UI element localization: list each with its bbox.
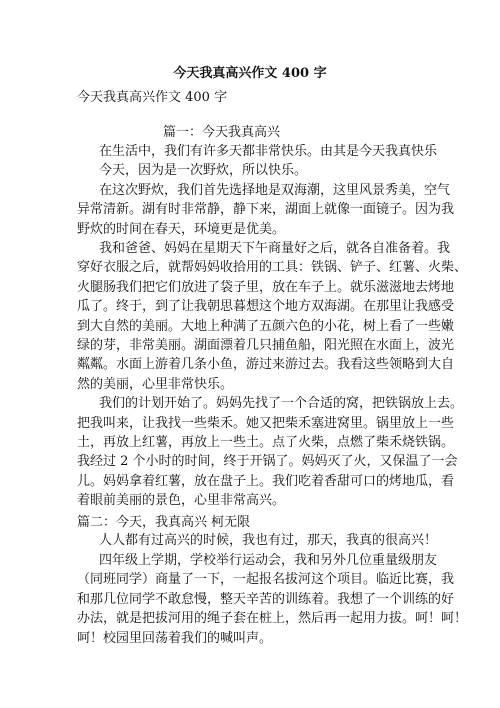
section2-line: 呵！校园里回荡着我们的喊叫声。 xyxy=(77,631,273,646)
section1-line: 我和爸爸、妈妈在星期天下午商量好之后，就各自准备着。我 xyxy=(99,241,451,256)
section1-line: 瓜了。终于，到了让我朝思暮想这个地方双海湖。在那里让我感受 xyxy=(77,299,455,315)
section2-line: 人人都有过高兴的时候，我也有过，那天，我真的很高兴！ xyxy=(99,533,438,548)
document-subtitle: 今天我真高兴作文 400 字 xyxy=(77,90,228,105)
section1-line: 在生活中，我们有许多天都非常快乐。由其是今天我真快乐 xyxy=(99,144,438,159)
section1-line: 火腿肠我们把它们放进了袋子里，放在车子上。就乐滋滋地去烤地 xyxy=(77,279,455,295)
section1-line: 我经过 2 个小时的时间，终于开锅了。妈妈灭了火，又保温了一会 xyxy=(77,454,458,470)
section1-line: 在这次野炊，我们首先选择地是双海潮，这里风景秀美，空气 xyxy=(99,182,451,198)
section1-line: 着眼前美丽的景色，心里非常高兴。 xyxy=(77,493,286,509)
section1-line: 把我叫来，让我找一些柴禾。她又把柴禾塞进窝里。锅里放上一些 xyxy=(77,415,455,431)
section1-line: 到大自然的美丽。大地上种满了五颜六色的小花，树上看了一些嫩 xyxy=(77,318,455,334)
section1-line: 野炊的时间在春天，环境更是优美。 xyxy=(77,221,286,237)
document-title: 今天我真高兴作文 400 字 xyxy=(173,66,327,81)
section2-line: （同班同学）商量了一下，一起报名拔河这个项目。临近比赛，我 xyxy=(77,572,455,588)
section2-line: 四年级上学期，学校举行运动会，我和另外几位重量级朋友 xyxy=(99,552,438,568)
section1-heading: 篇一：今天我真高兴 xyxy=(163,125,281,140)
section1-line: 穿好衣服之后，就帮妈妈收拾用的工具：铁锅、铲子、红薯、火柴、 xyxy=(77,260,468,276)
section2-line: 办法，就是把拔河用的绳子套在桩上，然后再一起用力拔。呵！呵！ xyxy=(77,611,468,627)
section1-line: 然的美丽，心里非常快乐。 xyxy=(77,376,234,392)
section2-line: 和那几位同学不敢怠慢，整天辛苦的训练着。我想了一个训练的好 xyxy=(77,591,455,607)
section1-line: 土，再放上红薯，再放上一些土。点了火柴，点燃了柴禾烧铁锅。 xyxy=(77,435,455,450)
section1-line: 我们的计划开始了。妈妈先找了一个合适的窝，把铁锅放上去。 xyxy=(99,396,464,412)
section1-line: 绿的芽，非常美丽。湖面漂着几只捕鱼船，阳光照在水面上，波光 xyxy=(77,338,455,353)
section2-heading: 篇二：今天，我真高兴 柯无限 xyxy=(77,515,251,530)
section1-line: 儿。妈妈拿着红薯，放在盘子上。我们吃着香甜可口的烤地瓜，看 xyxy=(77,473,455,489)
section1-line: 今天，因为是一次野炊，所以快乐。 xyxy=(99,163,308,179)
section1-line: 异常清新。湖有时非常静，静下来，湖面上就像一面镜子。因为我 xyxy=(77,202,455,218)
section1-line: 粼粼。水面上游着几条小鱼，游过来游过去。我看这些领略到大自 xyxy=(77,357,455,373)
